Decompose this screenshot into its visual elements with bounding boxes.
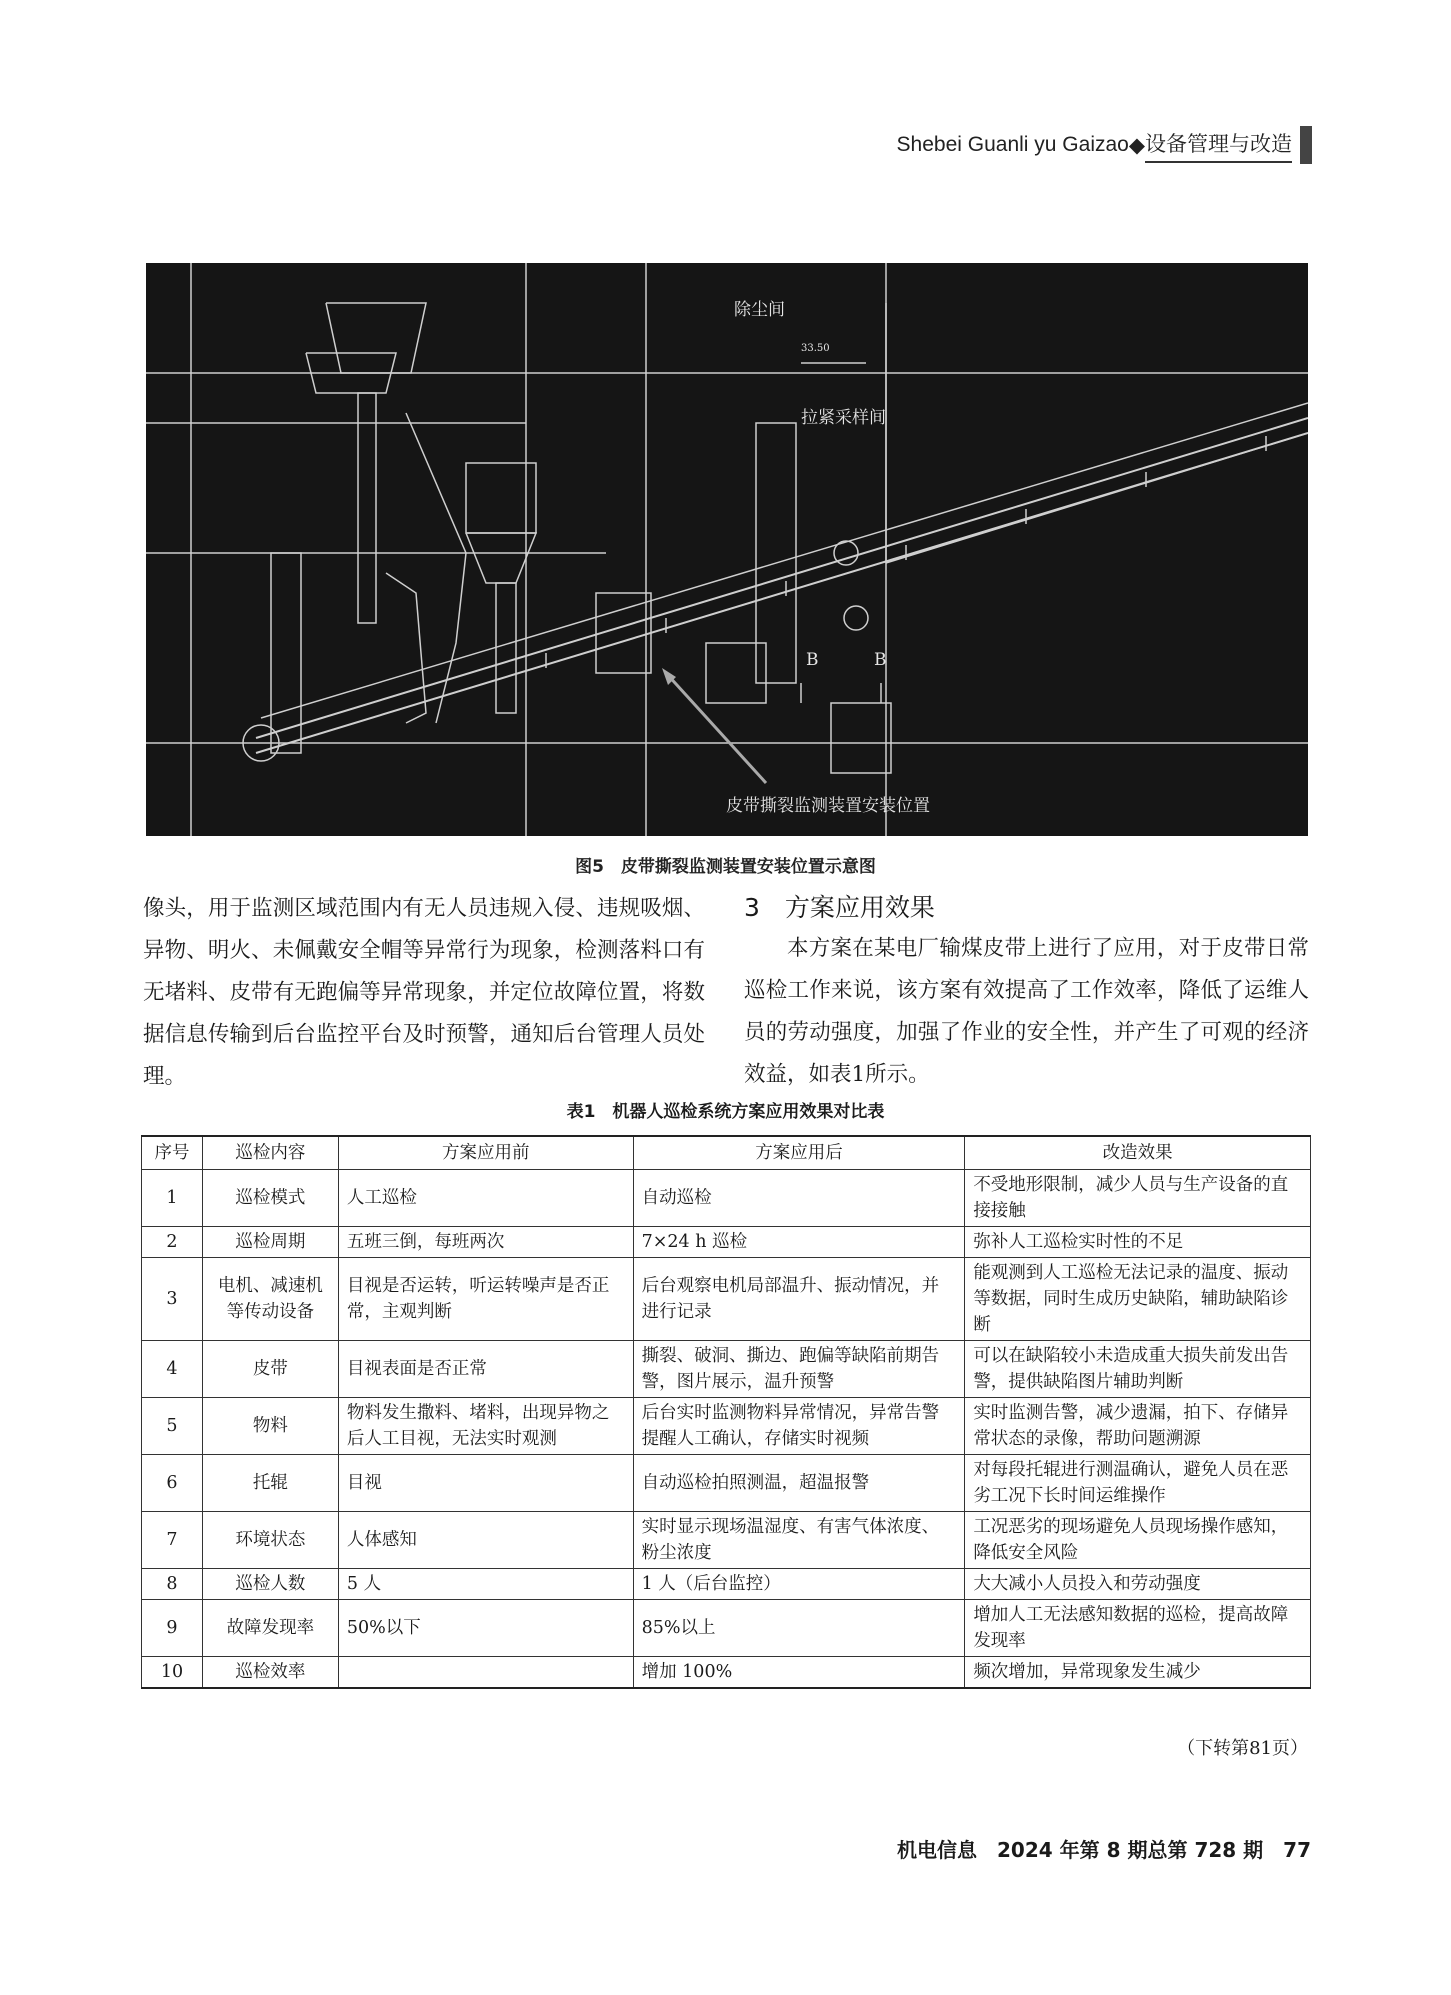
cell-before: 目视是否运转，听运转噪声是否正常，主观判断: [338, 1258, 633, 1341]
label-install-position: 皮带撕裂监测装置安装位置: [726, 796, 930, 816]
header-cell: 方案应用前: [338, 1136, 633, 1170]
table-row: [142, 1512, 1311, 1569]
label-section-b-right: B: [874, 650, 887, 670]
table-row: [142, 1455, 1311, 1512]
cell-item: 托辊: [202, 1455, 338, 1512]
cell-item: 巡检人数: [202, 1569, 338, 1600]
table-caption: 表1 机器人巡检系统方案应用效果对比表: [566, 1102, 885, 1122]
header-cell: 方案应用后: [633, 1136, 965, 1170]
cell-item: 故障发现率: [202, 1600, 338, 1657]
figure-5-drawing: [146, 263, 1308, 836]
cell-before: 50%以下: [338, 1600, 633, 1657]
cell-effect: 实时监测告警，减少遗漏，拍下、存储异常状态的录像，帮助问题溯源: [965, 1398, 1311, 1455]
comparison-table: [141, 1135, 1311, 1689]
cell-before: 五班三倒，每班两次: [338, 1227, 633, 1258]
continue-note: （下转第81页）: [1177, 1738, 1308, 1759]
cell-item: 巡检周期: [202, 1227, 338, 1258]
cell-effect: 可以在缺陷较小未造成重大损失前发出告警，提供缺陷图片辅助判断: [965, 1341, 1311, 1398]
table-row: [142, 1657, 1311, 1689]
header-title: 设备管理与改造: [1145, 128, 1292, 163]
cell-after: 增加 100%: [633, 1657, 965, 1689]
left-column: [143, 888, 705, 1098]
cell-item: 环境状态: [202, 1512, 338, 1569]
table-row: [142, 1227, 1311, 1258]
running-header: [897, 126, 1312, 164]
table-row: [142, 1170, 1311, 1227]
cell-effect: 弥补人工巡检实时性的不足: [965, 1227, 1311, 1258]
cell-before: 5 人: [338, 1569, 633, 1600]
table-row: [142, 1398, 1311, 1455]
left-paragraph: 像头，用于监测区域范围内有无人员违规入侵、违规吸烟、异物、明火、未佩戴安全帽等异常行为现象，检测落料口有无堵料、皮带有无跑偏等异常现象，并定位故障位置，将数据信息传输到后台监控平台及时预警，通知后台管理人员处理。: [143, 896, 705, 1089]
cell-no: 10: [142, 1657, 203, 1689]
cell-item: 巡检效率: [202, 1657, 338, 1689]
table-header-row: [142, 1136, 1311, 1170]
cell-item: 物料: [202, 1398, 338, 1455]
right-column: [744, 888, 1309, 1096]
cell-before: 物料发生撒料、堵料，出现异物之后人工目视，无法实时观测: [338, 1398, 633, 1455]
cell-before: 目视表面是否正常: [338, 1341, 633, 1398]
cell-item: 电机、减速机等传动设备: [202, 1258, 338, 1341]
cell-before: 目视: [338, 1455, 633, 1512]
table-row: [142, 1569, 1311, 1600]
figure-caption: 图5 皮带撕裂监测装置安装位置示意图: [575, 857, 876, 877]
cell-after: 撕裂、破洞、撕边、跑偏等缺陷前期告警，图片展示，温升预警: [633, 1341, 965, 1398]
right-paragraph: 本方案在某电厂输煤皮带上进行了应用，对于皮带日常巡检工作来说，该方案有效提高了工作效率，降低了运维人员的劳动强度，加强了作业的安全性，并产生了可观的经济效益，如表1所示。: [744, 936, 1309, 1087]
cell-effect: 频次增加，异常现象发生减少: [965, 1657, 1311, 1689]
cell-effect: 工况恶劣的现场避免人员现场操作感知，降低安全风险: [965, 1512, 1311, 1569]
label-dust-room: 除尘间: [734, 300, 785, 320]
section-heading: 3 方案应用效果: [744, 893, 935, 922]
cell-no: 5: [142, 1398, 203, 1455]
cell-after: 85%以上: [633, 1600, 965, 1657]
table-row: [142, 1600, 1311, 1657]
cell-after: 后台观察电机局部温升、振动情况，并进行记录: [633, 1258, 965, 1341]
cell-no: 6: [142, 1455, 203, 1512]
header-cell: 序号: [142, 1136, 203, 1170]
cell-effect: 大大减小人员投入和劳动强度: [965, 1569, 1311, 1600]
cell-after: 后台实时监测物料异常情况，异常告警提醒人工确认，存储实时视频: [633, 1398, 965, 1455]
header-cell: 巡检内容: [202, 1136, 338, 1170]
header-cell: 改造效果: [965, 1136, 1311, 1170]
cell-no: 4: [142, 1341, 203, 1398]
header-bar: [1300, 126, 1312, 164]
label-elevation: 33.50: [801, 343, 830, 354]
cell-no: 2: [142, 1227, 203, 1258]
cell-before: 人体感知: [338, 1512, 633, 1569]
cell-after: 自动巡检拍照测温，超温报警: [633, 1455, 965, 1512]
cell-after: 7×24 h 巡检: [633, 1227, 965, 1258]
page-footer: 机电信息 2024 年第 8 期总第 728 期 77: [897, 1838, 1311, 1862]
cell-no: 1: [142, 1170, 203, 1227]
cell-after: 自动巡检: [633, 1170, 965, 1227]
cell-no: 9: [142, 1600, 203, 1657]
cell-no: 8: [142, 1569, 203, 1600]
cell-item: 皮带: [202, 1341, 338, 1398]
diamond-icon: ◆: [1128, 133, 1145, 157]
cell-effect: 能观测到人工巡检无法记录的温度、振动等数据，同时生成历史缺陷，辅助缺陷诊断: [965, 1258, 1311, 1341]
cell-no: 7: [142, 1512, 203, 1569]
cell-effect: 不受地形限制，减少人员与生产设备的直接接触: [965, 1170, 1311, 1227]
label-section-b-left: B: [806, 650, 819, 670]
cell-before: [338, 1657, 633, 1689]
table-row: [142, 1341, 1311, 1398]
header-pinyin: Shebei Guanli yu Gaizao: [896, 133, 1129, 156]
cell-effect: 对每段托辊进行测温确认，避免人员在恶劣工况下长时间运维操作: [965, 1455, 1311, 1512]
label-tension-sampling-room: 拉紧采样间: [801, 408, 886, 428]
cad-drawing: [146, 263, 1308, 836]
cell-before: 人工巡检: [338, 1170, 633, 1227]
cell-no: 3: [142, 1258, 203, 1341]
cell-after: 实时显示现场温湿度、有害气体浓度、粉尘浓度: [633, 1512, 965, 1569]
cell-item: 巡检模式: [202, 1170, 338, 1227]
table-row: [142, 1258, 1311, 1341]
cell-after: 1 人（后台监控）: [633, 1569, 965, 1600]
cell-effect: 增加人工无法感知数据的巡检，提高故障发现率: [965, 1600, 1311, 1657]
